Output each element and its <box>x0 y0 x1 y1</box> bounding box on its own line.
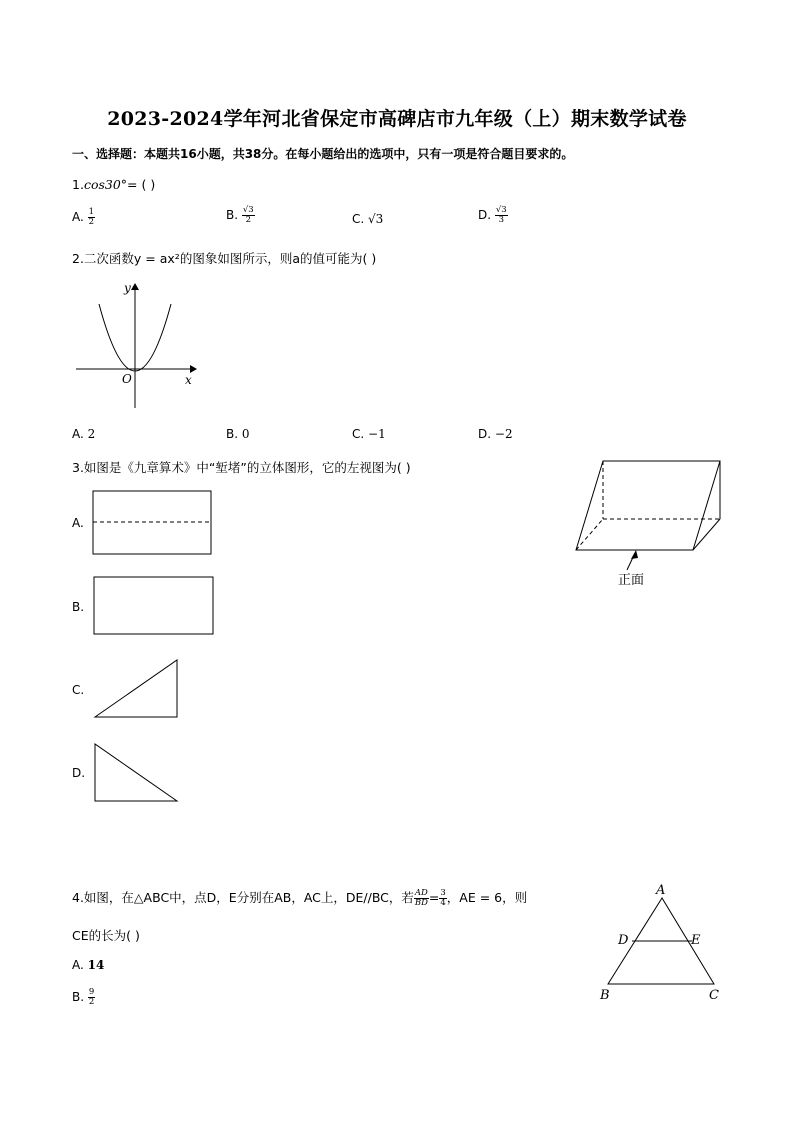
option-b[interactable]: B. <box>72 600 85 614</box>
page-title: 2023-2024学年河北省保定市高碑店市九年级（上）期末数学试卷 <box>107 108 687 130</box>
origin-label: O <box>122 372 132 386</box>
vertex-label-e: E <box>691 933 701 948</box>
option-b[interactable] <box>72 988 95 1007</box>
fraction-numerator: 1 <box>88 207 95 217</box>
equals-sign: = <box>428 890 440 905</box>
option-label: A. <box>72 958 84 972</box>
fraction <box>88 988 95 1007</box>
option-a[interactable] <box>72 427 95 441</box>
option-a[interactable]: A. <box>72 516 84 530</box>
option-b-figure <box>93 576 216 637</box>
vertex-label-c: C <box>709 988 719 1003</box>
fraction-numerator: 3 <box>440 888 446 898</box>
fraction-denominator: 3 <box>498 215 505 225</box>
vertex-label-d: D <box>618 933 629 948</box>
option-label: B. <box>72 990 85 1004</box>
question-4-stem-line2: CE的长为( ) <box>72 928 140 943</box>
prism-figure <box>570 455 730 590</box>
option-a[interactable] <box>72 958 104 972</box>
fraction-denominator: 2 <box>88 217 95 227</box>
front-arrow-head <box>631 550 638 559</box>
question-2-stem: 2.二次函数y = ax²的图象如图所示，则a的值可能为( ) <box>72 251 377 266</box>
front-label: 正面 <box>618 573 645 588</box>
math-expression: cos30° <box>83 177 128 192</box>
hidden-edge <box>576 519 603 550</box>
fraction <box>88 208 95 227</box>
fraction <box>439 889 446 908</box>
section-heading: 一、选择题：本题共16小题，共38分。在每小题给出的选项中，只有一项是符合题目要求的。 <box>72 147 574 161</box>
triangle-figure <box>596 880 726 1005</box>
question-4-stem <box>72 888 527 908</box>
fraction-numerator: √3 <box>495 205 507 215</box>
fraction-denominator: BD <box>414 898 428 908</box>
fraction <box>242 206 255 225</box>
fraction-denominator: 2 <box>245 215 251 225</box>
option-c[interactable] <box>352 427 386 441</box>
option-label: D. <box>478 208 492 222</box>
y-axis-label: y <box>124 281 131 295</box>
parabola-graph <box>72 278 204 414</box>
fraction-denominator: 2 <box>88 997 95 1007</box>
option-label: A. <box>72 210 84 224</box>
option-value: −2 <box>494 427 513 441</box>
question-text: 4.如图，在△ABC中，点D，E分别在AB，AC上，DE//BC，若 <box>72 890 414 905</box>
fraction <box>414 889 429 908</box>
option-value: 14 <box>87 958 105 972</box>
fraction-numerator: √3 <box>242 205 254 215</box>
question-3-stem: 3.如图是《九章算术》中“堑堵”的立体图形，它的左视图为( ) <box>72 460 411 475</box>
fraction-numerator: AD <box>414 888 428 898</box>
option-label: B. <box>226 427 239 441</box>
fraction-denominator: 4 <box>440 898 446 908</box>
option-a[interactable] <box>72 208 95 227</box>
option-label: B. <box>226 208 239 222</box>
option-label: C. <box>352 427 365 441</box>
option-d[interactable] <box>478 427 513 441</box>
option-c[interactable] <box>352 212 383 226</box>
option-label: D. <box>478 427 492 441</box>
prism-slant-face <box>576 461 720 550</box>
option-d[interactable] <box>478 206 508 225</box>
question-text: ，AE = 6，则 <box>446 890 528 905</box>
option-d-figure <box>93 742 181 805</box>
vertex-label-b: B <box>600 988 610 1003</box>
question-number: 1. <box>72 177 84 192</box>
question-1-stem <box>72 177 155 192</box>
fraction <box>495 206 508 225</box>
rectangle <box>94 577 213 634</box>
option-c[interactable]: C. <box>72 683 85 697</box>
option-a-figure <box>92 490 214 556</box>
option-label: A. <box>72 427 84 441</box>
prism-edge <box>693 519 720 550</box>
option-c-figure <box>93 658 181 721</box>
vertex-label-a: A <box>656 883 666 898</box>
option-b[interactable] <box>226 206 255 225</box>
right-triangle <box>95 744 177 801</box>
option-value: −1 <box>368 427 386 441</box>
option-value: 2 <box>87 427 96 441</box>
option-label: C. <box>352 212 365 226</box>
x-axis-label: x <box>185 373 192 387</box>
sqrt-expression: √3 <box>368 212 384 226</box>
option-d[interactable]: D. <box>72 766 86 780</box>
option-value: 0 <box>241 427 250 441</box>
right-triangle <box>95 660 177 717</box>
option-b[interactable] <box>226 427 250 441</box>
answer-blank: = ( ) <box>127 177 156 192</box>
fraction-numerator: 9 <box>88 987 95 997</box>
